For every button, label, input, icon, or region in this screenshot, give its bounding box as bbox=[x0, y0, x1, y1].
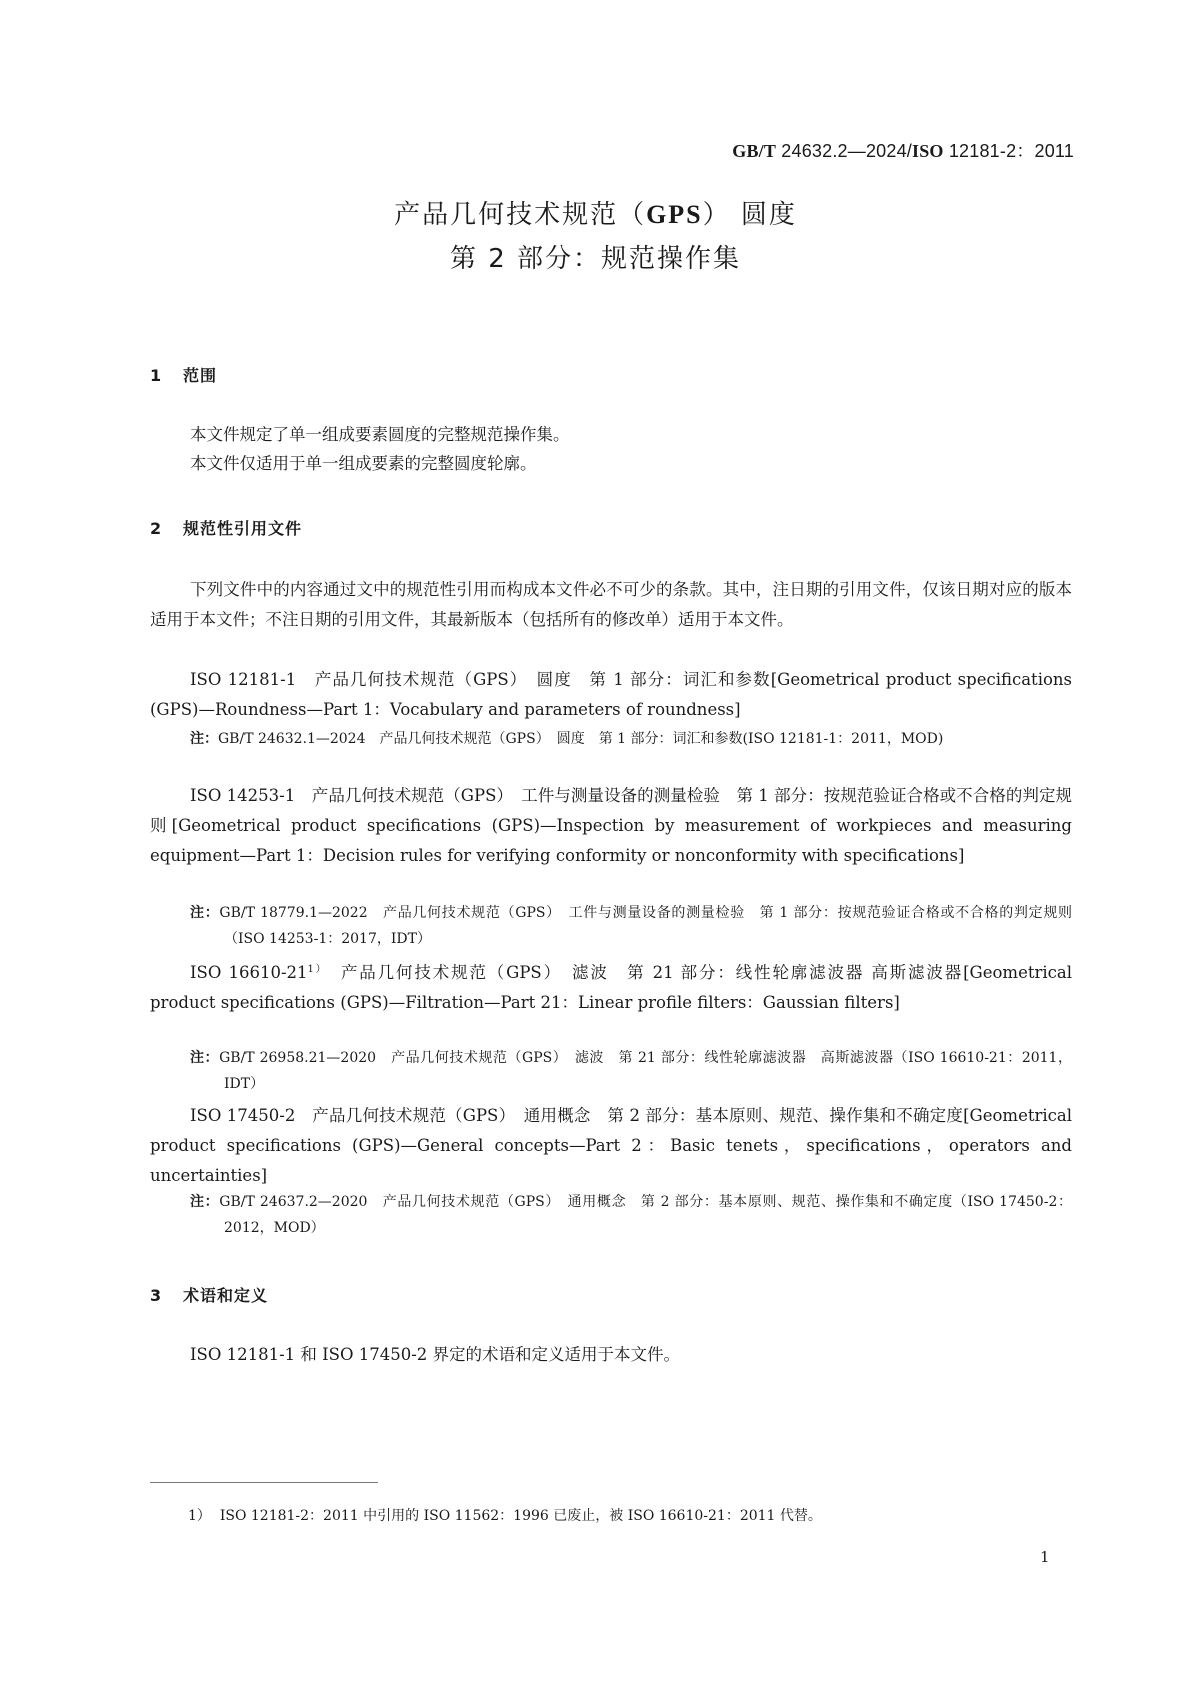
title-text: 产品几何技术规范（ bbox=[394, 200, 647, 230]
title-text: ） 圆度 bbox=[702, 200, 797, 230]
document-title-line2: 第 2 部分：规范操作集 bbox=[449, 244, 742, 274]
section-title: 术语和定义 bbox=[183, 1286, 269, 1305]
reference-note bbox=[190, 1189, 1072, 1241]
reference-iso-14253-1: ISO 14253-1 产品几何技术规范（GPS） 工件与测量设备的测量检验 第 1 部分：按规范验证合格或不合格的判定规则[Geometrical product specifications (GPS)—Inspection by measurement of workpieces and measuring equipment—Part 1：Decision rules for verifying conformity or nonconformity with specifications] bbox=[150, 786, 1072, 865]
iso-prefix: ISO bbox=[912, 141, 944, 161]
section-3-heading bbox=[150, 1283, 268, 1306]
note-label: 注： bbox=[190, 1194, 220, 1210]
reference-iso-16610-21 bbox=[150, 955, 1072, 1018]
scope-paragraph-2: 本文件仅适用于单一组成要素的完整圆度轮廓。 bbox=[190, 454, 537, 473]
document-title-line1 bbox=[0, 194, 1191, 231]
references-intro: 下列文件中的内容通过文中的规范性引用而构成本文件必不可少的条款。其中，注日期的引用文件，仅该日期对应的版本适用于本文件；不注日期的引用文件，其最新版本（包括所有的修改单）适用于本文件。 bbox=[150, 580, 1072, 629]
footnote-mark: 1） bbox=[188, 1508, 211, 1524]
footnote bbox=[188, 1505, 822, 1525]
note-label: 注： bbox=[190, 731, 218, 747]
ref-code: ISO 16610-21 bbox=[190, 963, 308, 982]
section-title: 范围 bbox=[183, 366, 218, 385]
footnote-divider bbox=[150, 1482, 378, 1483]
standard-code bbox=[732, 137, 1074, 163]
std-number: 24632.2—2024/ bbox=[776, 141, 912, 161]
section-number: 2 bbox=[150, 519, 163, 538]
section-2-heading bbox=[150, 516, 302, 539]
reference-iso-12181-1: ISO 12181-1 产品几何技术规范（GPS） 圆度 第 1 部分：词汇和参数[Geometrical product specifications (GPS)—Roundness—Part 1：Vocabulary and parameters of roundness] bbox=[150, 670, 1072, 719]
footnote-text: ISO 12181-2：2011 中引用的 ISO 11562：1996 已废止，被 ISO 16610-21：2011 代替。 bbox=[219, 1508, 822, 1524]
scope-paragraph-1: 本文件规定了单一组成要素圆度的完整规范操作集。 bbox=[190, 425, 570, 444]
reference-note bbox=[190, 900, 1072, 952]
note-text: GB/T 26958.21—2020 产品几何技术规范（GPS） 滤波 第 21 部分：线性轮廓滤波器 高斯滤波器（ISO 16610-21：2011，IDT） bbox=[219, 1050, 1073, 1092]
reference-note bbox=[190, 726, 1072, 752]
note-text: GB/T 24632.1—2024 产品几何技术规范（GPS） 圆度 第 1 部分：词汇和参数(ISO 12181-1：2011，MOD) bbox=[218, 731, 944, 747]
terms-paragraph: ISO 12181-1 和 ISO 17450-2 界定的术语和定义适用于本文件。 bbox=[190, 1345, 681, 1364]
note-label: 注： bbox=[190, 905, 220, 921]
iso-number: 12181-2：2011 bbox=[943, 141, 1074, 161]
note-text: GB/T 24637.2—2020 产品几何技术规范（GPS） 通用概念 第 2 部分：基本原则、规范、操作集和不确定度（ISO 17450-2：2012，MOD） bbox=[219, 1194, 1072, 1236]
page-number: 1 bbox=[1040, 1548, 1050, 1566]
ref-title: 产品几何技术规范（GPS） 滤波 第 21 部分：线性轮廓滤波器 高斯滤波器[Geometrical product specifications (GPS)—Filtration—Part 21：Linear profile filters：Gaussian filters] bbox=[150, 963, 1072, 1012]
section-1-heading bbox=[150, 363, 217, 386]
section-number: 1 bbox=[150, 366, 163, 385]
footnote-marker[interactable]: 1） bbox=[307, 964, 323, 975]
section-title: 规范性引用文件 bbox=[183, 519, 303, 538]
note-label: 注： bbox=[190, 1050, 220, 1066]
std-prefix: GB/T bbox=[732, 141, 777, 161]
title-gps: GPS bbox=[646, 200, 703, 229]
reference-iso-17450-2: ISO 17450-2 产品几何技术规范（GPS） 通用概念 第 2 部分：基本原则、规范、操作集和不确定度[Geometrical product specifications (GPS)—General concepts—Part 2：Basic tenets，specifications，operators and uncertainties] bbox=[150, 1106, 1072, 1185]
note-text: GB/T 18779.1—2022 产品几何技术规范（GPS） 工件与测量设备的测量检验 第 1 部分：按规范验证合格或不合格的判定规则（ISO 14253-1：2017，IDT） bbox=[219, 905, 1073, 947]
section-number: 3 bbox=[150, 1286, 163, 1305]
reference-note bbox=[190, 1045, 1072, 1097]
